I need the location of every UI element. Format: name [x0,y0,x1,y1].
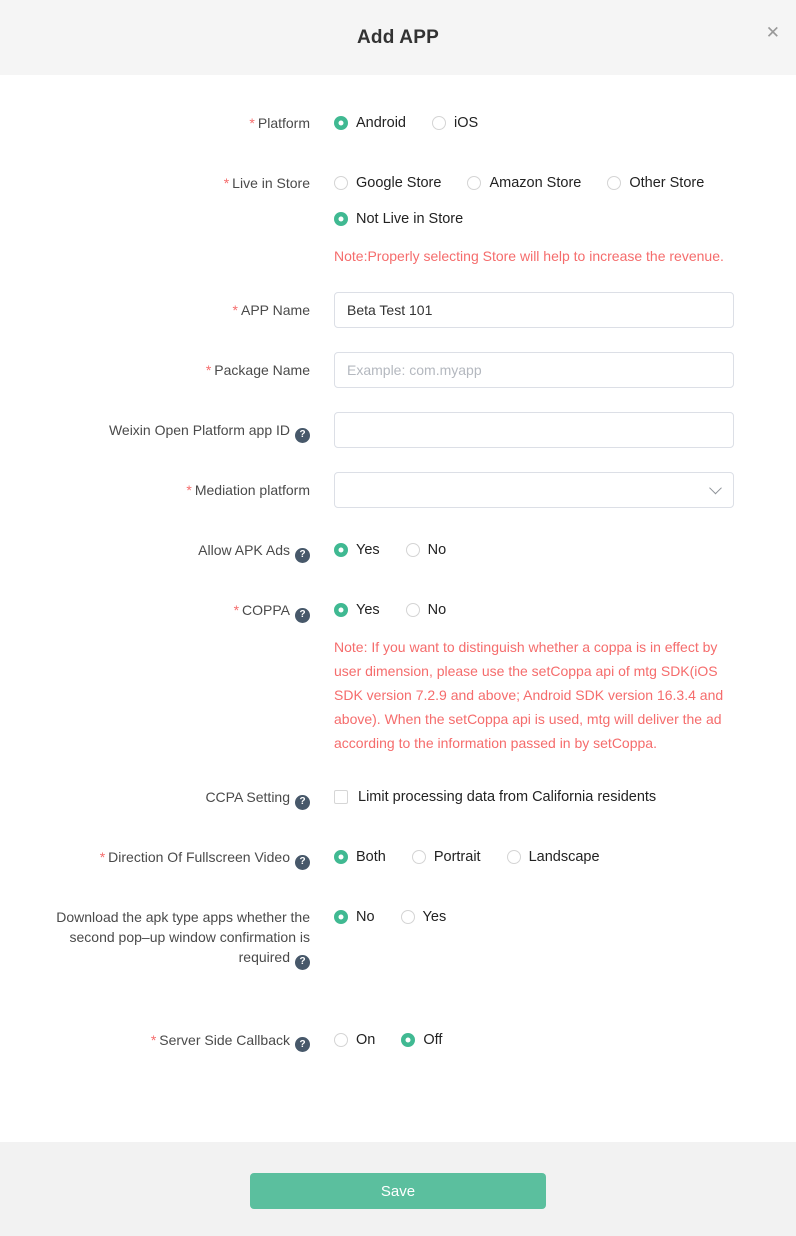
radio-not-live-in-store[interactable]: Not Live in Store [334,211,463,227]
radio-coppa-yes[interactable]: Yes [334,602,380,618]
mediation-platform-label: * Mediation platform [186,482,310,498]
radio-popup-yes[interactable]: Yes [401,909,447,925]
direction-radio-group [334,839,734,875]
radio-selected-icon [401,1033,415,1047]
ccpa-checkbox[interactable] [334,790,348,804]
allow-apk-ads-field [40,532,734,568]
dialog-header [0,0,796,75]
radio-amazon-store[interactable]: Amazon Store [467,175,581,191]
ccpa-checkbox-label[interactable]: Limit processing data from California residents [358,789,657,805]
close-icon[interactable]: ✕ [765,23,780,42]
allow-apk-ads-radio-group [334,532,734,568]
radio-unselected-icon [334,176,348,190]
ccpa-checkbox-row [334,779,734,815]
help-icon[interactable]: ? [295,955,310,970]
required-asterisk: * [205,362,212,378]
radio-unselected-icon [412,850,426,864]
direction-fullscreen-video-label: * Direction Of Fullscreen Video ? [40,839,310,875]
platform-field [40,105,734,141]
apk-popup-radio-group [334,899,734,935]
required-asterisk: * [223,175,230,191]
help-icon[interactable]: ? [295,855,310,870]
radio-unselected-icon [432,116,446,130]
radio-selected-icon [334,116,348,130]
live-in-store-radio-group-line2 [334,201,734,237]
radio-android[interactable]: Android [334,115,406,131]
dialog-footer [0,1142,796,1236]
radio-selected-icon [334,850,348,864]
server-callback-radio-group [334,1022,734,1058]
radio-portrait[interactable]: Portrait [412,849,481,865]
radio-coppa-no[interactable]: No [406,602,447,618]
weixin-app-id-label: Weixin Open Platform app ID ? [40,412,310,448]
coppa-field [40,592,734,755]
live-in-store-field [40,165,734,268]
help-icon[interactable]: ? [295,548,310,563]
radio-both[interactable]: Both [334,849,386,865]
package-name-label: * Package Name [205,362,310,378]
help-icon[interactable]: ? [295,428,310,443]
radio-selected-icon [334,603,348,617]
save-button[interactable]: Save [250,1173,546,1209]
app-name-label: * APP Name [232,302,310,318]
live-in-store-label: * Live in Store [223,175,310,191]
direction-fullscreen-video-field [40,839,734,875]
allow-apk-ads-label: Allow APK Ads ? [40,532,310,568]
coppa-label: * COPPA ? [40,592,310,628]
server-side-callback-field [40,1022,734,1058]
radio-apk-ads-no[interactable]: No [406,542,447,558]
help-icon[interactable]: ? [295,608,310,623]
radio-unselected-icon [467,176,481,190]
platform-radio-group [334,105,734,141]
ccpa-setting-field [40,779,734,815]
radio-other-store[interactable]: Other Store [607,175,704,191]
radio-selected-icon [334,910,348,924]
weixin-app-id-field [40,412,734,448]
mediation-platform-select-value[interactable] [334,472,734,508]
radio-selected-icon [334,543,348,557]
radio-callback-off[interactable]: Off [401,1032,442,1048]
app-name-field [40,292,734,328]
package-name-field [40,352,734,388]
radio-selected-icon [334,212,348,226]
radio-unselected-icon [406,603,420,617]
dialog-title: Add APP [357,26,439,48]
radio-callback-on[interactable]: On [334,1032,375,1048]
coppa-note: Note: If you want to distinguish whether a coppa is in effect by user dimension, please use the setCoppa api of mtg SDK(iOS SDK version 7.2.9 and above; Android SDK version 16.3.4 and above). When the setCoppa api is used, mtg will deliver the ad according to the information passed in by setCoppa. [334,639,724,751]
radio-landscape[interactable]: Landscape [507,849,600,865]
apk-popup-confirmation-field [40,899,734,970]
server-side-callback-label: * Server Side Callback ? [40,1022,310,1058]
mediation-platform-field [40,472,734,508]
mediation-platform-select[interactable] [334,472,734,508]
radio-unselected-icon [607,176,621,190]
live-in-store-radio-group [334,165,734,201]
required-asterisk: * [150,1031,157,1048]
weixin-app-id-input[interactable] [334,412,734,448]
radio-unselected-icon [334,1033,348,1047]
radio-apk-ads-yes[interactable]: Yes [334,542,380,558]
dialog-body [0,75,796,1142]
required-asterisk: * [249,115,255,131]
required-asterisk: * [232,302,238,318]
store-note: Note:Properly selecting Store will help to increase the revenue. [334,248,724,264]
required-asterisk: * [233,602,240,618]
radio-ios[interactable]: iOS [432,115,478,131]
platform-label: * Platform [249,115,310,131]
radio-unselected-icon [406,543,420,557]
app-name-input[interactable] [334,292,734,328]
apk-popup-confirmation-label: Download the apk type apps whether the second pop–up window confirmation is required ? [40,899,310,970]
radio-popup-no[interactable]: No [334,909,375,925]
required-asterisk: * [99,849,106,865]
package-name-input[interactable] [334,352,734,388]
ccpa-setting-label: CCPA Setting ? [40,779,310,815]
help-icon[interactable]: ? [295,1037,310,1052]
coppa-radio-group [334,592,734,628]
help-icon[interactable]: ? [295,795,310,810]
required-asterisk: * [186,482,192,498]
radio-google-store[interactable]: Google Store [334,175,441,191]
radio-unselected-icon [401,910,415,924]
radio-unselected-icon [507,850,521,864]
